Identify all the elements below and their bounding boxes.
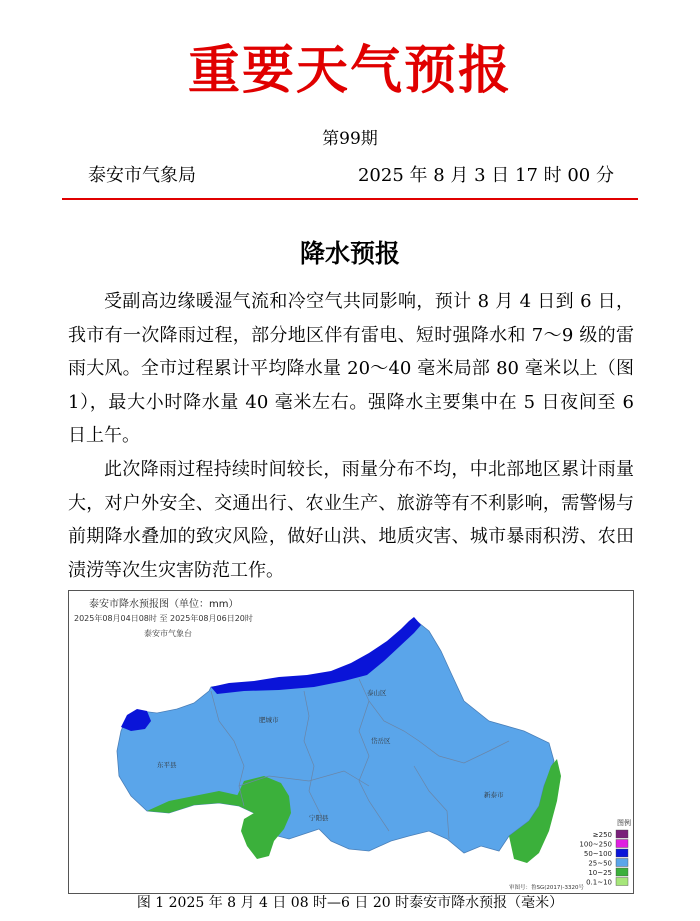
county-label: 宁阳县 [309, 814, 329, 822]
section-heading: 降水预报 [299, 239, 400, 268]
legend-swatch [616, 859, 628, 867]
issue-datetime: 2025 年 8 月 3 日 17 时 00 分 [357, 165, 614, 186]
page-title: 重要天气预报 [187, 41, 512, 101]
region-10-25-south [237, 776, 291, 859]
map-title: 泰安市降水预报图（单位：mm） [89, 599, 239, 610]
map-legend [579, 818, 631, 887]
county-label: 肥城市 [259, 716, 279, 724]
county-label: 岱岳区 [371, 737, 391, 745]
legend-label: ≥250 [592, 831, 612, 839]
legend-swatch [616, 830, 628, 838]
legend-swatch [616, 849, 628, 857]
county-label: 泰山区 [367, 689, 387, 697]
legend-title: 图例 [617, 819, 631, 827]
county-label: 新泰市 [484, 791, 504, 799]
figure-caption: 图 1 2025 年 8 月 4 日 08 时—6 日 20 时泰安市降水预报（毫米） [136, 895, 564, 911]
legend-label: 0.1~10 [586, 878, 612, 887]
precipitation-map-svg [69, 591, 633, 893]
issuing-organization: 泰安市气象局 [88, 165, 196, 186]
legend-swatch [616, 868, 628, 876]
region-25-50 [117, 619, 554, 853]
county-label: 东平县 [157, 761, 177, 769]
legend-swatch [616, 840, 628, 848]
legend-label: 50~100 [583, 850, 612, 858]
body-paragraph-1: 受副高边缘暖湿气流和冷空气共同影响，预计 8 月 4 日到 6 日，我市有一次降雨过程，部分地区伴有雷电、短时强降水和 7～9 级的雷雨大风。全市过程累计平均降水量 20～40 毫米局部 80 毫米以上（图 1），最大小时降水量 40 毫米左右。强降水主要集中在 5 日夜间至 6 日上午。 [68, 291, 634, 446]
issue-number: 第99期 [322, 129, 378, 149]
legend-label: 25~50 [588, 859, 612, 868]
legend-swatch [616, 878, 628, 886]
map-period: 2025年08月04日08时 至 2025年08月06日20时 [74, 614, 253, 623]
map-source: 泰安市气象台 [144, 629, 192, 638]
legend-label: 100~250 [579, 840, 612, 849]
legend-label: 10~25 [588, 869, 612, 877]
body-paragraph-2: 此次降雨过程持续时间较长，雨量分布不均，中北部地区累计雨量大，对户外安全、交通出行、农业生产、旅游等有不利影响，需警惕与前期降水叠加的致灾风险，做好山洪、地质灾害、城市暴雨积涝、农田渍涝等次生灾害防范工作。 [68, 459, 634, 581]
header-divider [62, 198, 638, 200]
map-approval-number: 审图号：鲁SG(2017)-3320号 [509, 885, 585, 891]
precipitation-map [68, 590, 634, 894]
